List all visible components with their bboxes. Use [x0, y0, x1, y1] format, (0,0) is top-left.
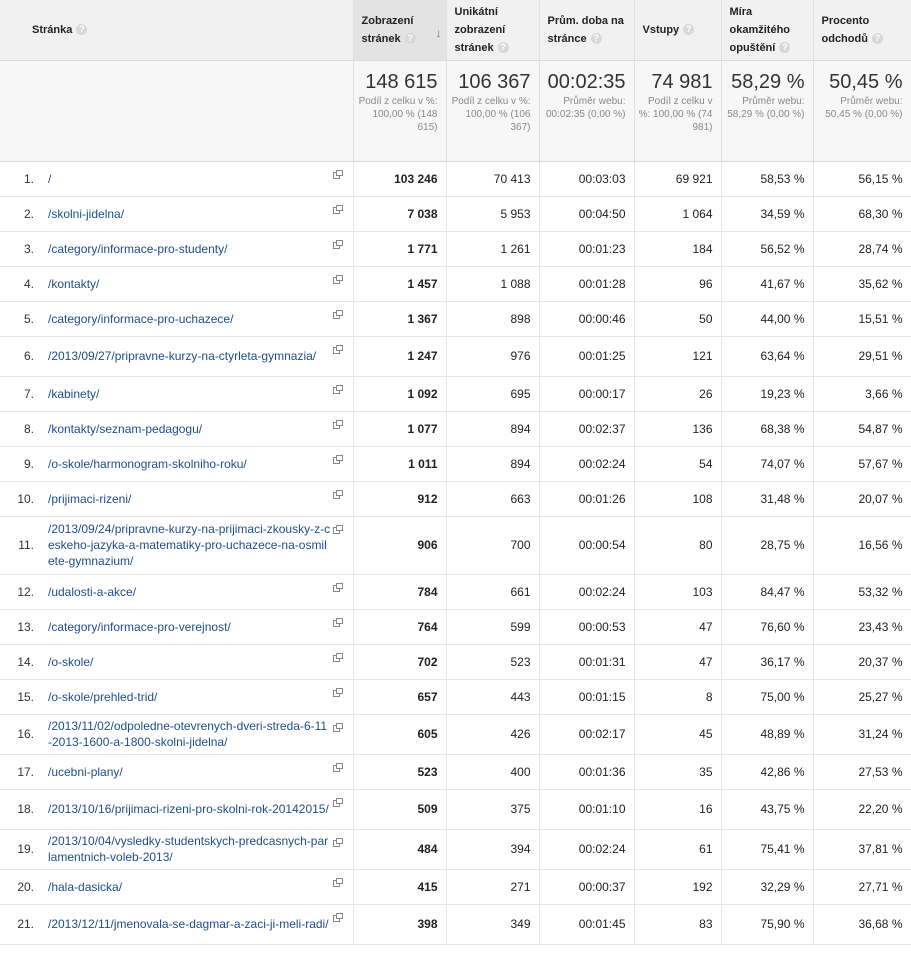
bounce-cell: 31,48 % [721, 481, 813, 516]
pageviews-cell: 103 246 [353, 161, 446, 196]
total-entrances: 74 981 Podíl z celku v %: 100,00 % (74 981) [634, 60, 721, 161]
row-number: 4. [23, 276, 34, 291]
page-cell [0, 644, 353, 679]
avg-time-cell: 00:01:31 [539, 644, 634, 679]
avg-time-cell: 00:00:46 [539, 301, 634, 336]
entrances-cell: 45 [634, 714, 721, 754]
open-external-icon[interactable] [333, 345, 343, 354]
unique-cell: 5 953 [446, 196, 539, 231]
avg-time-cell: 00:04:50 [539, 196, 634, 231]
bounce-cell: 84,47 % [721, 574, 813, 609]
totals-label-cell [0, 60, 353, 161]
unique-cell: 898 [446, 301, 539, 336]
bounce-cell: 75,90 % [721, 904, 813, 944]
row-number: 5. [23, 311, 34, 326]
pageviews-cell: 1 077 [353, 411, 446, 446]
row-number: 17. [17, 764, 34, 779]
exit-cell: 57,67 % [813, 446, 911, 481]
pageviews-cell: 784 [353, 574, 446, 609]
unique-cell: 349 [446, 904, 539, 944]
page-cell [0, 574, 353, 609]
avg-time-cell: 00:01:45 [539, 904, 634, 944]
pageviews-cell: 1 011 [353, 446, 446, 481]
open-external-icon[interactable] [333, 618, 343, 627]
header-bounce-rate[interactable]: Míra okamžitého opuštění ? [721, 0, 813, 60]
entrances-cell: 16 [634, 789, 721, 829]
row-number: 3. [23, 241, 34, 256]
page-cell [0, 754, 353, 789]
bounce-cell: 75,41 % [721, 829, 813, 869]
entrances-cell: 35 [634, 754, 721, 789]
pageviews-cell: 398 [353, 904, 446, 944]
total-avg-time: 00:02:35 Průměr webu: 00:02:35 (0,00 %) [539, 60, 634, 161]
help-icon[interactable]: ? [591, 33, 602, 44]
bounce-cell: 48,89 % [721, 714, 813, 754]
table-row [0, 829, 911, 869]
pageviews-cell: 1 247 [353, 336, 446, 376]
pageviews-cell: 1 367 [353, 301, 446, 336]
exit-cell: 25,27 % [813, 679, 911, 714]
page-link[interactable]: /kontakty/ [48, 276, 100, 291]
row-number: 6. [23, 349, 34, 363]
bounce-cell: 74,07 % [721, 446, 813, 481]
avg-time-cell: 00:03:03 [539, 161, 634, 196]
page-link[interactable]: /2013/10/16/prijimaci-rizeni-pro-skolni-rok-20142015/ [48, 802, 329, 816]
open-external-icon[interactable] [333, 275, 343, 284]
entrances-cell: 50 [634, 301, 721, 336]
table-row [0, 679, 911, 714]
table-row [0, 161, 911, 196]
row-number: 10. [17, 491, 34, 506]
page-link[interactable]: /ucebni-plany/ [48, 764, 123, 779]
entrances-cell: 136 [634, 411, 721, 446]
open-external-icon[interactable] [333, 798, 343, 807]
total-exit: 50,45 % Průměr webu: 50,45 % (0,00 %) [813, 60, 911, 161]
avg-time-cell: 00:00:53 [539, 609, 634, 644]
pageviews-cell: 657 [353, 679, 446, 714]
avg-time-cell: 00:02:24 [539, 446, 634, 481]
unique-cell: 443 [446, 679, 539, 714]
unique-cell: 426 [446, 714, 539, 754]
row-number: 14. [17, 654, 34, 669]
page-cell [0, 231, 353, 266]
exit-cell: 36,68 % [813, 904, 911, 944]
pageviews-cell: 912 [353, 481, 446, 516]
row-number: 20. [17, 879, 34, 894]
avg-time-cell: 00:02:37 [539, 411, 634, 446]
exit-cell: 37,81 % [813, 829, 911, 869]
unique-cell: 271 [446, 869, 539, 904]
page-cell [0, 336, 353, 376]
exit-cell: 23,43 % [813, 609, 911, 644]
page-link[interactable]: /2013/09/27/pripravne-kurzy-na-ctyrleta-gymnazia/ [48, 349, 317, 363]
pageviews-cell: 415 [353, 869, 446, 904]
open-external-icon[interactable] [333, 170, 343, 179]
exit-cell: 15,51 % [813, 301, 911, 336]
entrances-cell: 83 [634, 904, 721, 944]
page-cell [0, 481, 353, 516]
exit-cell: 29,51 % [813, 336, 911, 376]
exit-cell: 16,56 % [813, 516, 911, 574]
bounce-cell: 28,75 % [721, 516, 813, 574]
open-external-icon[interactable] [333, 913, 343, 922]
unique-cell: 523 [446, 644, 539, 679]
unique-cell: 375 [446, 789, 539, 829]
unique-cell: 663 [446, 481, 539, 516]
exit-cell: 20,37 % [813, 644, 911, 679]
bounce-cell: 44,00 % [721, 301, 813, 336]
page-cell [0, 609, 353, 644]
unique-cell: 700 [446, 516, 539, 574]
entrances-cell: 96 [634, 266, 721, 301]
page-link[interactable]: /prijimaci-rizeni/ [48, 491, 132, 506]
exit-cell: 20,07 % [813, 481, 911, 516]
exit-cell: 54,87 % [813, 411, 911, 446]
table-row [0, 516, 911, 574]
open-external-icon[interactable] [333, 653, 343, 662]
open-external-icon[interactable] [333, 385, 343, 394]
header-row [0, 0, 911, 60]
exit-cell: 53,32 % [813, 574, 911, 609]
entrances-cell: 192 [634, 869, 721, 904]
open-external-icon[interactable] [333, 205, 343, 214]
page-link[interactable]: /category/informace-pro-studenty/ [48, 241, 228, 256]
page-link[interactable]: /udalosti-a-akce/ [48, 584, 137, 599]
pageviews-cell: 702 [353, 644, 446, 679]
entrances-cell: 26 [634, 376, 721, 411]
entrances-cell: 103 [634, 574, 721, 609]
help-icon[interactable]: ? [779, 42, 790, 53]
open-external-icon[interactable] [333, 688, 343, 697]
avg-time-cell: 00:02:24 [539, 574, 634, 609]
unique-cell: 1 088 [446, 266, 539, 301]
page-link[interactable]: /o-skole/prehled-trid/ [48, 689, 158, 704]
header-pageviews[interactable]: Zobrazení stránek ? ↓ [353, 0, 446, 60]
page-cell [0, 904, 353, 944]
totals-row [0, 60, 911, 161]
row-number: 8. [23, 421, 34, 436]
page-link[interactable]: /category/informace-pro-uchazece/ [48, 311, 234, 326]
exit-cell: 27,53 % [813, 754, 911, 789]
page-cell [0, 301, 353, 336]
row-number: 2. [23, 206, 34, 221]
help-icon[interactable]: ? [683, 24, 694, 35]
table-row [0, 411, 911, 446]
avg-time-cell: 00:02:17 [539, 714, 634, 754]
table-row [0, 231, 911, 266]
table-row [0, 754, 911, 789]
bounce-cell: 36,17 % [721, 644, 813, 679]
total-unique: 106 367 Podíl z celku v %: 100,00 % (106 367) [446, 60, 539, 161]
exit-cell: 28,74 % [813, 231, 911, 266]
page-link[interactable]: /2013/10/04/vysledky-studentskych-predcasnych-parlamentnich-voleb-2013/ [48, 834, 329, 864]
unique-cell: 894 [446, 446, 539, 481]
pageviews-cell: 1 771 [353, 231, 446, 266]
page-cell [0, 789, 353, 829]
pageviews-cell: 1 457 [353, 266, 446, 301]
page-link[interactable]: /category/informace-pro-verejnost/ [48, 619, 231, 634]
unique-cell: 661 [446, 574, 539, 609]
open-external-icon[interactable] [333, 525, 343, 534]
entrances-cell: 1 064 [634, 196, 721, 231]
pageviews-cell: 523 [353, 754, 446, 789]
sort-descending-icon: ↓ [435, 26, 442, 40]
entrances-cell: 47 [634, 644, 721, 679]
open-external-icon[interactable] [333, 240, 343, 249]
entrances-cell: 184 [634, 231, 721, 266]
page-link[interactable]: /2013/12/11/jmenovala-se-dagmar-a-zaci-ji-meli-radi/ [48, 917, 329, 931]
unique-cell: 695 [446, 376, 539, 411]
avg-time-cell: 00:01:25 [539, 336, 634, 376]
exit-cell: 35,62 % [813, 266, 911, 301]
unique-cell: 400 [446, 754, 539, 789]
bounce-cell: 41,67 % [721, 266, 813, 301]
bounce-cell: 32,29 % [721, 869, 813, 904]
total-pageviews: 148 615 Podíl z celku v %: 100,00 % (148 615) [353, 60, 446, 161]
exit-cell: 68,30 % [813, 196, 911, 231]
header-entrances[interactable]: Vstupy ? [634, 0, 721, 60]
row-number: 15. [17, 689, 34, 704]
page-link[interactable]: /skolni-jidelna/ [48, 206, 125, 221]
header-avg-time[interactable]: Prům. doba na stránce ? [539, 0, 634, 60]
table-row [0, 644, 911, 679]
table-row [0, 301, 911, 336]
page-cell [0, 196, 353, 231]
header-unique-pageviews[interactable]: Unikátní zobrazení stránek ? [446, 0, 539, 60]
avg-time-cell: 00:01:10 [539, 789, 634, 829]
header-page[interactable]: Stránka ? [0, 0, 353, 60]
page-link[interactable]: /kontakty/seznam-pedagogu/ [48, 421, 203, 436]
table-row [0, 481, 911, 516]
row-number: 18. [17, 802, 34, 816]
entrances-cell: 47 [634, 609, 721, 644]
avg-time-cell: 00:01:26 [539, 481, 634, 516]
open-external-icon[interactable] [333, 310, 343, 319]
open-external-icon[interactable] [333, 490, 343, 499]
table-row [0, 376, 911, 411]
avg-time-cell: 00:02:24 [539, 829, 634, 869]
page-link[interactable]: /2013/11/02/odpoledne-otevrenych-dveri-streda-6-11-2013-1600-a-1800-skolni-jidelna/ [48, 719, 328, 749]
row-number: 7. [23, 386, 34, 401]
page-cell [0, 679, 353, 714]
row-number: 21. [17, 917, 34, 931]
pageviews-cell: 484 [353, 829, 446, 869]
row-number: 16. [17, 727, 34, 741]
bounce-cell: 76,60 % [721, 609, 813, 644]
exit-cell: 22,20 % [813, 789, 911, 829]
pageviews-cell: 764 [353, 609, 446, 644]
page-link[interactable]: /kabinety/ [48, 386, 100, 401]
page-cell [0, 161, 353, 196]
avg-time-cell: 00:00:37 [539, 869, 634, 904]
unique-cell: 394 [446, 829, 539, 869]
table-row [0, 789, 911, 829]
pageviews-cell: 7 038 [353, 196, 446, 231]
row-number: 13. [17, 619, 34, 634]
exit-cell: 31,24 % [813, 714, 911, 754]
page-link[interactable]: /o-skole/harmonogram-skolniho-roku/ [48, 456, 247, 471]
entrances-cell: 54 [634, 446, 721, 481]
bounce-cell: 63,64 % [721, 336, 813, 376]
page-cell [0, 446, 353, 481]
entrances-cell: 80 [634, 516, 721, 574]
exit-cell: 27,71 % [813, 869, 911, 904]
open-external-icon[interactable] [333, 420, 343, 429]
avg-time-cell: 00:00:17 [539, 376, 634, 411]
page-cell [0, 516, 353, 574]
exit-cell: 3,66 % [813, 376, 911, 411]
bounce-cell: 68,38 % [721, 411, 813, 446]
table-row [0, 869, 911, 904]
table-row [0, 446, 911, 481]
pageviews-cell: 1 092 [353, 376, 446, 411]
bounce-cell: 75,00 % [721, 679, 813, 714]
bounce-cell: 19,23 % [721, 376, 813, 411]
open-external-icon[interactable] [333, 455, 343, 464]
open-external-icon[interactable] [333, 583, 343, 592]
bounce-cell: 56,52 % [721, 231, 813, 266]
page-cell [0, 714, 353, 754]
table-row [0, 904, 911, 944]
bounce-cell: 58,53 % [721, 161, 813, 196]
table-row [0, 336, 911, 376]
avg-time-cell: 00:00:54 [539, 516, 634, 574]
open-external-icon[interactable] [333, 723, 343, 732]
row-number: 19. [17, 842, 34, 856]
row-number: 11. [18, 538, 34, 552]
entrances-cell: 69 921 [634, 161, 721, 196]
row-number: 9. [23, 456, 34, 471]
bounce-cell: 34,59 % [721, 196, 813, 231]
table-row [0, 196, 911, 231]
table-row [0, 714, 911, 754]
help-icon[interactable]: ? [872, 33, 883, 44]
table-row [0, 574, 911, 609]
table-row [0, 266, 911, 301]
row-number: 12. [17, 584, 34, 599]
avg-time-cell: 00:01:28 [539, 266, 634, 301]
page-link[interactable]: /o-skole/ [48, 654, 94, 669]
header-exit-rate[interactable]: Procento odchodů ? [813, 0, 911, 60]
page-cell [0, 376, 353, 411]
unique-cell: 976 [446, 336, 539, 376]
entrances-cell: 108 [634, 481, 721, 516]
page-cell [0, 266, 353, 301]
entrances-cell: 121 [634, 336, 721, 376]
unique-cell: 1 261 [446, 231, 539, 266]
help-icon[interactable]: ? [76, 24, 87, 35]
exit-cell: 56,15 % [813, 161, 911, 196]
row-number: 1. [23, 171, 34, 186]
help-icon[interactable]: ? [405, 33, 416, 44]
pageviews-cell: 509 [353, 789, 446, 829]
page-cell [0, 869, 353, 904]
entrances-cell: 61 [634, 829, 721, 869]
avg-time-cell: 00:01:36 [539, 754, 634, 789]
pageviews-cell: 605 [353, 714, 446, 754]
page-link[interactable]: / [48, 171, 52, 186]
bounce-cell: 42,86 % [721, 754, 813, 789]
open-external-icon[interactable] [333, 763, 343, 772]
avg-time-cell: 00:01:15 [539, 679, 634, 714]
page-link[interactable]: /2013/09/24/pripravne-kurzy-na-prijimaci-zkousky-z-ceskeho-jazyka-a-matematiky-pro-uchazece-na-osmilete-gymnazium/ [48, 522, 331, 568]
bounce-cell: 43,75 % [721, 789, 813, 829]
entrances-cell: 8 [634, 679, 721, 714]
unique-cell: 599 [446, 609, 539, 644]
page-cell [0, 411, 353, 446]
total-bounce: 58,29 % Průměr webu: 58,29 % (0,00 %) [721, 60, 813, 161]
avg-time-cell: 00:01:23 [539, 231, 634, 266]
unique-cell: 894 [446, 411, 539, 446]
page-cell [0, 829, 353, 869]
open-external-icon[interactable] [333, 838, 343, 847]
unique-cell: 70 413 [446, 161, 539, 196]
open-external-icon[interactable] [333, 878, 343, 887]
pageviews-cell: 906 [353, 516, 446, 574]
table-row [0, 609, 911, 644]
help-icon[interactable]: ? [498, 42, 509, 53]
page-link[interactable]: /hala-dasicka/ [48, 879, 123, 894]
